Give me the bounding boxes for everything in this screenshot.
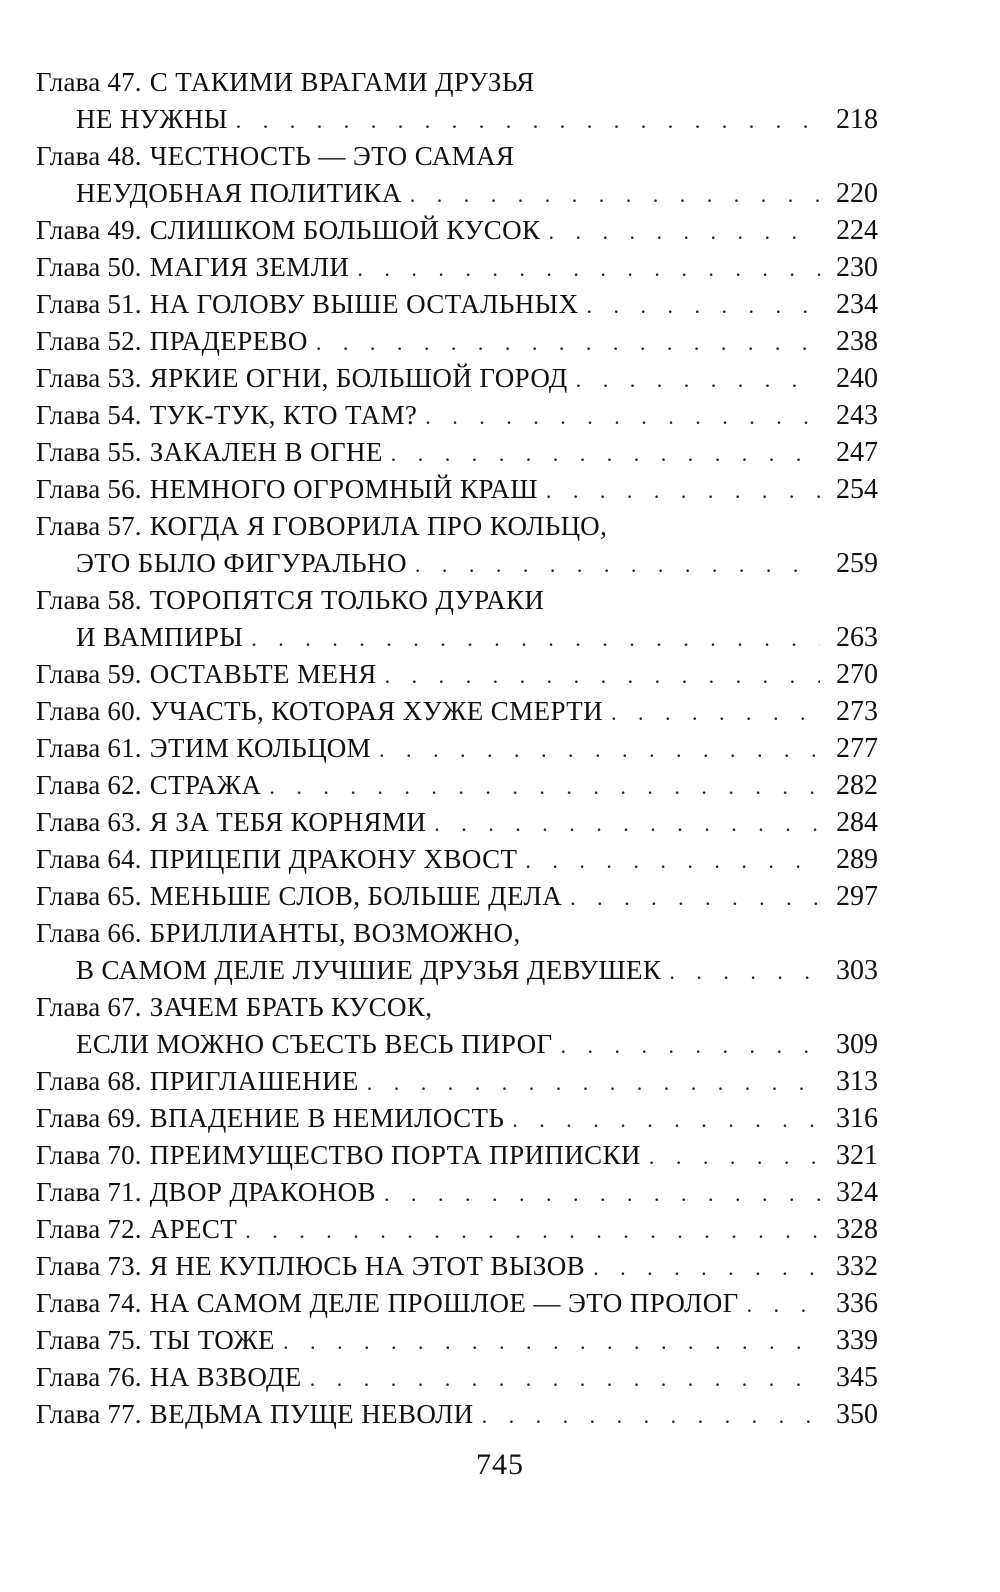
chapter-page-number: 297: [836, 881, 878, 912]
chapter-label: Глава 58.: [36, 585, 142, 615]
toc-line: [36, 101, 878, 138]
toc-line: [36, 656, 878, 693]
dot-leader: [310, 1360, 820, 1397]
chapter-title: Я ЗА ТЕБЯ КОРНЯМИ: [149, 807, 427, 837]
chapter-page-number: 284: [836, 807, 878, 838]
chapter-title: ПРЕИМУЩЕСТВО ПОРТА ПРИПИСКИ: [149, 1140, 641, 1170]
toc-line: [36, 508, 878, 545]
toc-line: [36, 619, 878, 656]
toc-entry: [36, 730, 878, 767]
chapter-page-number: 309: [836, 1029, 878, 1060]
chapter-page-number: 218: [836, 104, 878, 135]
chapter-title: КОГДА Я ГОВОРИЛА ПРО КОЛЬЦО,: [149, 511, 608, 541]
chapter-page-number: 247: [836, 437, 878, 468]
chapter-title: ВПАДЕНИЕ В НЕМИЛОСТЬ: [149, 1103, 505, 1133]
chapter-title: НЕМНОГО ОГРОМНЫЙ КРАШ: [149, 474, 538, 504]
chapter-page-number: 282: [836, 770, 878, 801]
chapter-page-number: 316: [836, 1103, 878, 1134]
chapter-page-number: 263: [836, 622, 878, 653]
toc-line: [36, 878, 878, 915]
chapter-page-number: 259: [836, 548, 878, 579]
chapter-label: Глава 50.: [36, 252, 142, 282]
chapter-label: Глава 51.: [36, 289, 142, 319]
dot-leader: [747, 1286, 820, 1323]
chapter-label: Глава 75.: [36, 1325, 142, 1355]
dot-leader: [316, 324, 820, 361]
dot-leader: [410, 176, 820, 213]
toc-entry: [36, 989, 878, 1063]
toc-line: [36, 249, 878, 286]
dot-leader: [384, 1175, 820, 1212]
chapter-label: Глава 63.: [36, 807, 142, 837]
chapter-title: СЛИШКОМ БОЛЬШОЙ КУСОК: [149, 215, 541, 245]
toc-line: [36, 693, 878, 730]
chapter-page-number: 324: [836, 1177, 878, 1208]
chapter-title: АРЕСТ: [149, 1214, 238, 1244]
chapter-label: Глава 61.: [36, 733, 142, 763]
chapter-title: ЧЕСТНОСТЬ — ЭТО САМАЯ: [149, 141, 515, 171]
chapter-title: НЕУДОБНАЯ ПОЛИТИКА: [76, 178, 402, 208]
chapter-page-number: 238: [836, 326, 878, 357]
toc-line: [36, 397, 878, 434]
chapter-page-number: 313: [836, 1066, 878, 1097]
toc-entry: [36, 1137, 878, 1174]
chapter-label: Глава 53.: [36, 363, 142, 393]
toc-line: [36, 323, 878, 360]
chapter-label: Глава 74.: [36, 1288, 142, 1318]
toc-entry: [36, 1174, 878, 1211]
chapter-label: Глава 57.: [36, 511, 142, 541]
dot-leader: [525, 842, 820, 879]
toc-entry: [36, 323, 878, 360]
chapter-page-number: 339: [836, 1325, 878, 1356]
toc-line: [36, 64, 878, 101]
chapter-page-number: 254: [836, 474, 878, 505]
toc-entry: [36, 1396, 878, 1433]
dot-leader: [245, 1212, 820, 1249]
dot-leader: [391, 435, 820, 472]
dot-leader: [357, 250, 820, 287]
chapter-title: ТУК-ТУК, КТО ТАМ?: [149, 400, 418, 430]
toc-entry: [36, 508, 878, 582]
dot-leader: [669, 953, 820, 990]
dot-leader: [587, 287, 820, 324]
toc-line: [36, 952, 878, 989]
chapter-title: ВЕДЬМА ПУЩЕ НЕВОЛИ: [149, 1399, 474, 1429]
toc-entry: [36, 582, 878, 656]
chapter-title: ЭТО БЫЛО ФИГУРАЛЬНО: [76, 548, 407, 578]
toc-entry: [36, 1359, 878, 1396]
toc-entry: [36, 878, 878, 915]
chapter-page-number: 243: [836, 400, 878, 431]
chapter-label: Глава 48.: [36, 141, 142, 171]
chapter-title: ЯРКИЕ ОГНИ, БОЛЬШОЙ ГОРОД: [149, 363, 568, 393]
chapter-title: УЧАСТЬ, КОТОРАЯ ХУЖЕ СМЕРТИ: [149, 696, 604, 726]
dot-leader: [512, 1101, 820, 1138]
toc-line: [36, 1026, 878, 1063]
chapter-title: ЭТИМ КОЛЬЦОМ: [149, 733, 372, 763]
dot-leader: [251, 620, 820, 657]
dot-leader: [611, 694, 820, 731]
chapter-page-number: 350: [836, 1399, 878, 1430]
toc-line: [36, 434, 878, 471]
chapter-label: Глава 64.: [36, 844, 142, 874]
chapter-page-number: 230: [836, 252, 878, 283]
chapter-page-number: 270: [836, 659, 878, 690]
toc-line: [36, 1285, 878, 1322]
toc-line: [36, 1100, 878, 1137]
toc-line: [36, 1211, 878, 1248]
toc-line: [36, 138, 878, 175]
toc-entry: [36, 693, 878, 730]
dot-leader: [379, 731, 820, 768]
chapter-title: ТЫ ТОЖЕ: [149, 1325, 275, 1355]
dot-leader: [367, 1064, 820, 1101]
toc-line: [36, 730, 878, 767]
toc-entry: [36, 915, 878, 989]
chapter-title: ПРИЦЕПИ ДРАКОНУ ХВОСТ: [149, 844, 518, 874]
toc-entry: [36, 656, 878, 693]
toc-entry: [36, 1285, 878, 1322]
toc-entry: [36, 138, 878, 212]
toc-entry: [36, 249, 878, 286]
toc-line: [36, 1063, 878, 1100]
chapter-page-number: 224: [836, 215, 878, 246]
chapter-label: Глава 71.: [36, 1177, 142, 1207]
chapter-title: ЗАКАЛЕН В ОГНЕ: [149, 437, 383, 467]
chapter-page-number: 273: [836, 696, 878, 727]
chapter-title: ОСТАВЬТЕ МЕНЯ: [149, 659, 377, 689]
chapter-label: Глава 52.: [36, 326, 142, 356]
chapter-label: Глава 72.: [36, 1214, 142, 1244]
chapter-label: Глава 68.: [36, 1066, 142, 1096]
toc-line: [36, 471, 878, 508]
chapter-title: НА ГОЛОВУ ВЫШЕ ОСТАЛЬНЫХ: [149, 289, 579, 319]
chapter-label: Глава 60.: [36, 696, 142, 726]
dot-leader: [269, 768, 820, 805]
chapter-label: Глава 70.: [36, 1140, 142, 1170]
chapter-title: МЕНЬШЕ СЛОВ, БОЛЬШЕ ДЕЛА: [149, 881, 563, 911]
chapter-label: Глава 77.: [36, 1399, 142, 1429]
toc-entry: [36, 64, 878, 138]
chapter-label: Глава 67.: [36, 992, 142, 1022]
toc-line: [36, 1396, 878, 1433]
chapter-title: ЗАЧЕМ БРАТЬ КУСОК,: [149, 992, 433, 1022]
dot-leader: [425, 398, 820, 435]
chapter-title: И ВАМПИРЫ: [76, 622, 244, 652]
toc-line: [36, 804, 878, 841]
toc-line: [36, 767, 878, 804]
dot-leader: [570, 879, 820, 916]
toc-entry: [36, 1100, 878, 1137]
toc-line: [36, 212, 878, 249]
toc-line: [36, 286, 878, 323]
dot-leader: [593, 1249, 820, 1286]
chapter-title: НА САМОМ ДЕЛЕ ПРОШЛОЕ — ЭТО ПРОЛОГ: [149, 1288, 739, 1318]
toc-line: [36, 582, 878, 619]
chapter-label: Глава 65.: [36, 881, 142, 911]
toc-line: [36, 989, 878, 1026]
chapter-label: Глава 66.: [36, 918, 142, 948]
toc-entry: [36, 360, 878, 397]
chapter-title: ПРАДЕРЕВО: [149, 326, 308, 356]
dot-leader: [546, 472, 820, 509]
dot-leader: [434, 805, 820, 842]
chapter-page-number: 336: [836, 1288, 878, 1319]
chapter-title: Я НЕ КУПЛЮСЬ НА ЭТОТ ВЫЗОВ: [149, 1251, 586, 1281]
chapter-label: Глава 73.: [36, 1251, 142, 1281]
toc-line: [36, 360, 878, 397]
dot-leader: [385, 657, 820, 694]
chapter-label: Глава 47.: [36, 67, 142, 97]
toc-entry: [36, 767, 878, 804]
toc-entry: [36, 286, 878, 323]
chapter-title: СТРАЖА: [149, 770, 262, 800]
chapter-page-number: 321: [836, 1140, 878, 1171]
dot-leader: [649, 1138, 820, 1175]
dot-leader: [482, 1397, 820, 1434]
chapter-label: Глава 55.: [36, 437, 142, 467]
chapter-page-number: 277: [836, 733, 878, 764]
toc-entry: [36, 212, 878, 249]
toc-line: [36, 1322, 878, 1359]
chapter-page-number: 240: [836, 363, 878, 394]
chapter-label: Глава 69.: [36, 1103, 142, 1133]
page-number: 745: [476, 1448, 524, 1481]
chapter-page-number: 345: [836, 1362, 878, 1393]
toc-entry: [36, 1248, 878, 1285]
chapter-page-number: 220: [836, 178, 878, 209]
toc-line: [36, 1359, 878, 1396]
dot-leader: [548, 213, 820, 250]
chapter-title: С ТАКИМИ ВРАГАМИ ДРУЗЬЯ: [149, 67, 535, 97]
table-of-contents: [36, 64, 878, 1433]
chapter-title: В САМОМ ДЕЛЕ ЛУЧШИЕ ДРУЗЬЯ ДЕВУШЕК: [76, 955, 662, 985]
chapter-page-number: 289: [836, 844, 878, 875]
chapter-title: НЕ НУЖНЫ: [76, 104, 228, 134]
chapter-title: ДВОР ДРАКОНОВ: [149, 1177, 376, 1207]
dot-leader: [283, 1323, 820, 1360]
toc-entry: [36, 1211, 878, 1248]
toc-entry: [36, 841, 878, 878]
toc-entry: [36, 471, 878, 508]
toc-line: [36, 545, 878, 582]
chapter-page-number: 303: [836, 955, 878, 986]
chapter-title: МАГИЯ ЗЕМЛИ: [149, 252, 350, 282]
toc-line: [36, 915, 878, 952]
toc-line: [36, 1137, 878, 1174]
chapter-title: ТОРОПЯТСЯ ТОЛЬКО ДУРАКИ: [149, 585, 545, 615]
toc-entry: [36, 804, 878, 841]
toc-entry: [36, 434, 878, 471]
chapter-label: Глава 59.: [36, 659, 142, 689]
chapter-label: Глава 56.: [36, 474, 142, 504]
toc-entry: [36, 397, 878, 434]
toc-line: [36, 1248, 878, 1285]
toc-line: [36, 841, 878, 878]
dot-leader: [576, 361, 820, 398]
dot-leader: [415, 546, 820, 583]
dot-leader: [561, 1027, 820, 1064]
chapter-page-number: 328: [836, 1214, 878, 1245]
toc-line: [36, 1174, 878, 1211]
chapter-title: ЕСЛИ МОЖНО СЪЕСТЬ ВЕСЬ ПИРОГ: [76, 1029, 553, 1059]
chapter-title: НА ВЗВОДЕ: [149, 1362, 302, 1392]
chapter-page-number: 332: [836, 1251, 878, 1282]
chapter-title: БРИЛЛИАНТЫ, ВОЗМОЖНО,: [149, 918, 521, 948]
chapter-label: Глава 62.: [36, 770, 142, 800]
chapter-label: Глава 49.: [36, 215, 142, 245]
toc-line: [36, 175, 878, 212]
chapter-title: ПРИГЛАШЕНИЕ: [149, 1066, 359, 1096]
chapter-label: Глава 54.: [36, 400, 142, 430]
chapter-page-number: 234: [836, 289, 878, 320]
toc-entry: [36, 1322, 878, 1359]
dot-leader: [236, 102, 820, 139]
chapter-label: Глава 76.: [36, 1362, 142, 1392]
toc-entry: [36, 1063, 878, 1100]
